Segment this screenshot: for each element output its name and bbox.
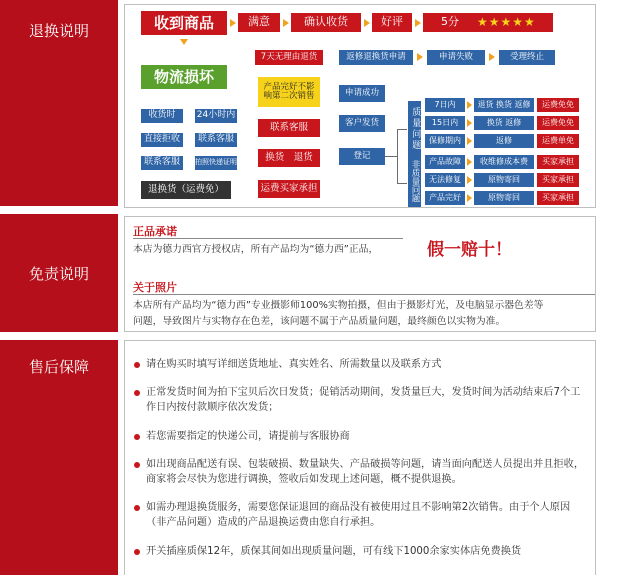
received-goods-box: 收到商品 <box>141 11 227 35</box>
bullet-icon <box>134 362 140 368</box>
confirm-receipt-box: 确认收货 <box>291 13 361 32</box>
within-24h-box: 24小时内 <box>195 109 237 123</box>
arrow-icon <box>467 137 472 145</box>
row-fee: 买家承担 <box>537 173 579 187</box>
arrow-icon <box>283 19 289 27</box>
row-fee: 买家承担 <box>537 191 579 205</box>
good-review-box: 好评 <box>372 13 412 32</box>
genuine-promise-text: 本店为德力西官方授权店，所有产品均为“德力西”正品， <box>133 244 379 255</box>
row-condition: 保修期内 <box>425 134 465 148</box>
arrow-icon <box>417 53 423 61</box>
row-condition: 产品完好 <box>425 191 465 205</box>
row-action: 原物寄回 <box>474 191 534 205</box>
free-return-box: 退换货（运费免） <box>141 181 231 199</box>
apply-fail-box: 申请失败 <box>427 50 485 65</box>
aftersale-item: 正常发货时间为拍下宝贝后次日发货；促销活动期间，发货量巨大，发货时间为活动结束后7个工作日内按付款顺序依次发货； <box>134 385 586 415</box>
disclaimer-panel <box>124 216 596 332</box>
row-condition: 产品故障 <box>425 155 465 169</box>
non-quality-issue-label: 非质量问题 <box>408 155 421 207</box>
aftersale-item: 若您需要指定的快递公司，请提前与客服协商 <box>134 429 586 444</box>
return-section-label <box>0 0 118 206</box>
row-condition: 7日内 <box>425 98 465 112</box>
five-points-label: 5分 <box>441 15 459 29</box>
aftersale-item: 请在购买时填写详细送货地址、真实姓名、所需数量以及联系方式 <box>134 357 586 372</box>
return-section-title: 退换说明 <box>28 22 89 40</box>
aftersale-section-label <box>0 340 118 575</box>
exchange-return-box: 换货 退货 <box>258 149 320 167</box>
row-action: 退货 换货 返修 <box>474 98 534 112</box>
reject-box: 直接拒收 <box>141 133 183 147</box>
disclaimer-section-label <box>0 214 118 332</box>
row-action: 原物寄回 <box>474 173 534 187</box>
repair-return-apply-box: 返修退换货申请 <box>339 50 413 65</box>
aftersale-item: 如需办理退换货服务，需要您保证退回的商品没有被使用过且不影响第2次销售。由于个人原因（非产品问题）造成的产品退换运费由您自行承担。 <box>134 500 586 530</box>
buyer-pays-shipping-box: 运费买家承担 <box>258 180 320 198</box>
connector-line <box>397 129 407 130</box>
quality-issue-label: 质量问题 <box>408 101 421 157</box>
bullet-icon <box>134 505 140 511</box>
row-action: 收维修成本费 <box>474 155 534 169</box>
bullet-icon <box>134 549 140 555</box>
on-receipt-box: 收货时 <box>141 109 183 123</box>
bullet-icon <box>134 434 140 440</box>
photo-title-underline <box>133 294 595 295</box>
satisfied-box: 满意 <box>238 13 280 32</box>
photo-text-line-2: 问题，导致图片与实物存在色差，该问题不属于产品质量问题，最终颜色以实物为准。 <box>133 316 506 327</box>
apply-success-box: 申请成功 <box>339 85 385 102</box>
genuine-title-underline <box>133 238 403 239</box>
arrow-icon <box>467 101 472 109</box>
aftersale-item: 开关插座质保12年，质保其间如出现质量问题，可有线下1000余家实体店免费换货 <box>134 544 586 559</box>
photo-title: 关于照片 <box>133 281 177 294</box>
row-fee: 运费免免 <box>537 116 579 130</box>
arrow-icon <box>467 194 472 202</box>
connector-line <box>397 129 398 183</box>
cs-contact-box: 联系客服 <box>258 119 320 137</box>
return-flow-panel <box>124 4 596 208</box>
contact-cs-box: 联系客服 <box>195 133 237 147</box>
fake-one-pay-ten: 假一赔十！ <box>427 240 512 260</box>
bullet-icon <box>134 462 140 468</box>
connector-line <box>385 156 397 157</box>
photo-evidence-box: 拍照快递证明 <box>195 156 237 170</box>
seven-day-return-box: 7天无理由退货 <box>255 50 323 65</box>
row-condition: 15日内 <box>425 116 465 130</box>
arrow-icon <box>489 53 495 61</box>
logistics-damaged-box: 物流损坏 <box>141 65 227 89</box>
row-action: 返修 <box>474 134 534 148</box>
row-condition: 无法修复 <box>425 173 465 187</box>
row-fee: 运费免免 <box>537 98 579 112</box>
photo-text-line-1: 本店所有产品均为“德力西”专业摄影师100%实物拍摄，但由于摄影灯光，及电脑显示器色差等 <box>133 300 544 311</box>
arrow-icon <box>467 176 472 184</box>
arrow-icon <box>180 39 188 45</box>
disclaimer-section-title: 免责说明 <box>28 264 89 283</box>
register-box: 登记 <box>339 148 385 165</box>
customer-ship-box: 客户发货 <box>339 115 385 132</box>
genuine-promise-title: 正品承诺 <box>133 225 177 238</box>
row-action: 换货 返修 <box>474 116 534 130</box>
connector-line <box>397 183 407 184</box>
five-star-box <box>423 13 553 32</box>
accept-end-box: 受理终止 <box>499 50 555 65</box>
intact-product-box: 产品完好不影响第二次销售 <box>258 77 320 107</box>
aftersale-item: 如出现商品配送有误、包装破损、数量缺失、产品破损等问题，请当面向配送人员提出并且拒收，商家将会尽快为您进行调换，签收后如发现上述问题，概不提供退换。 <box>134 457 586 487</box>
aftersale-section-title: 售后保障 <box>28 358 89 376</box>
arrow-icon <box>467 119 472 127</box>
arrow-icon <box>467 158 472 166</box>
row-fee: 运费单免 <box>537 134 579 148</box>
arrow-icon <box>230 19 236 27</box>
arrow-icon <box>415 19 421 27</box>
arrow-icon <box>364 19 370 27</box>
star-icon: ★★★★★ <box>477 14 536 29</box>
row-fee: 买家承担 <box>537 155 579 169</box>
contact-cs-box-2: 联系客服 <box>141 156 183 170</box>
bullet-icon <box>134 390 140 396</box>
